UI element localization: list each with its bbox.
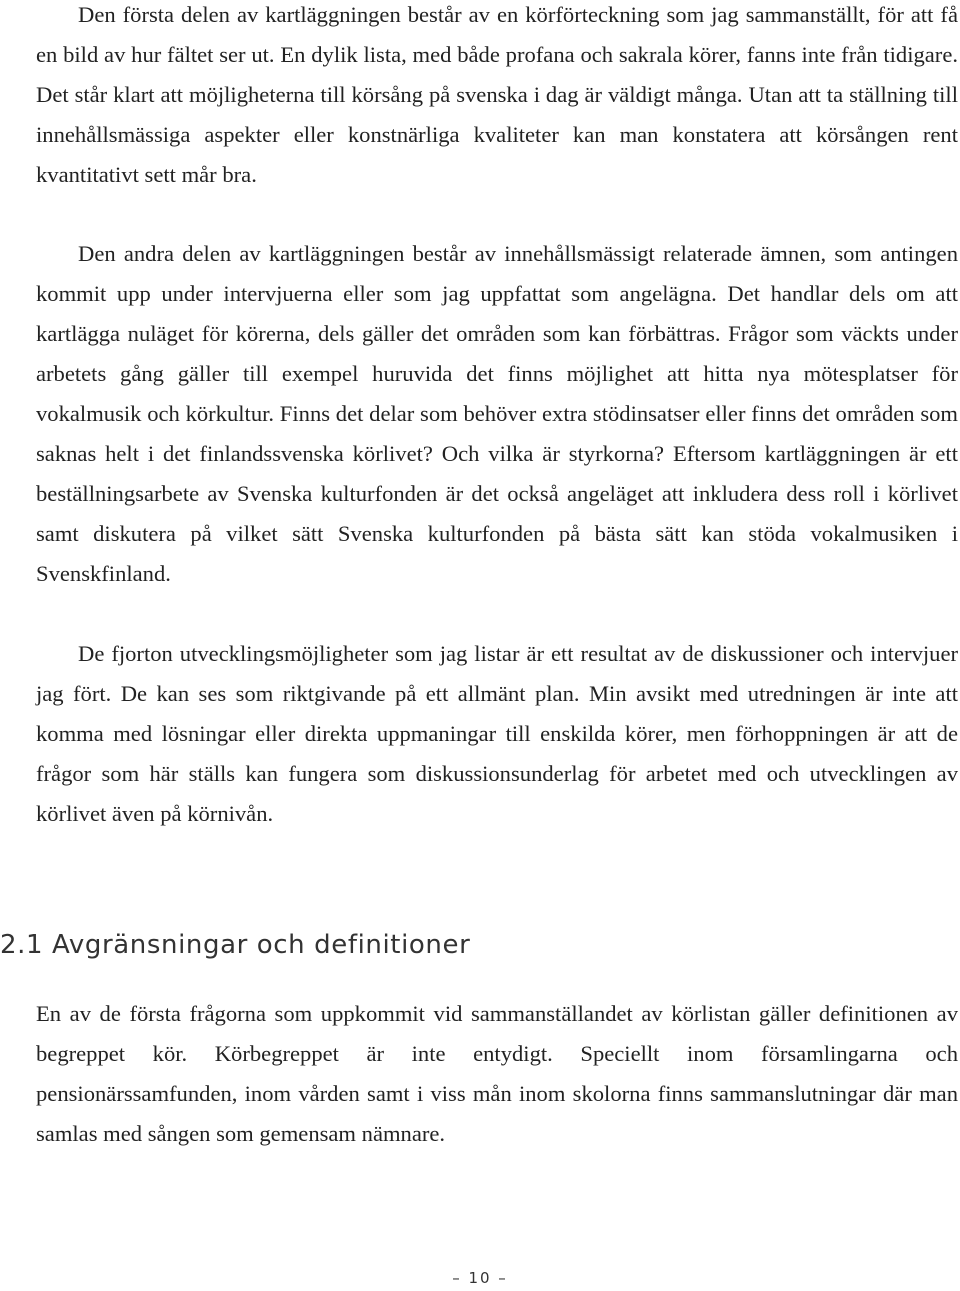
paragraph-intro-chorus-list: Den första delen av kartläggningen består av en körförteckning som jag sammanställt, för att få en bild av hur fältet ser ut. En dylik lista, med både profana och sakrala körer, fanns inte från tidigare. Det står klart att möjligheterna till körsång på svenska i dag är väldigt många. Utan att ta ställning till innehållsmässiga aspekter eller konstnärliga kvaliteter kan man konstatera att körsången rent kvantitativt sett mår bra. (36, 2, 958, 187)
paragraph-definitions: En av de första frågorna som uppkommit vid sammanställandet av körlistan gäller definitionen av begreppet kör. Körbegreppet är inte entydigt. Speciellt inom församlingarna och pensionärssamfunden, inom vården samt i viss mån inom skolorna finns sammanslutningar där man samlas med sången som gemensam nämnare. (36, 1001, 958, 1146)
paragraph-development-opportunities: De fjorton utvecklingsmöjligheter som jag listar är ett resultat av de diskussioner och intervjuer jag fört. De kan ses som riktgivande på ett allmänt plan. Min avsikt med utredningen är inte att komma med lösningar eller direkta uppmaningar till enskilda körer, men förhoppningen är att de frågor som här ställs kan fungera som diskussionsunderlag för arbetet med och utvecklingen av körlivet även på körnivån. (36, 641, 958, 826)
paragraph-content-topics: Den andra delen av kartläggningen består av innehållsmässigt relaterade ämnen, som antingen kommit upp under intervjuerna eller som jag uppfattat som angelägna. Det handlar dels om att kartlägga nuläget för körerna, dels gäller det områden som kan förbättras. Frågor som väckts under arbetets gång gäller till exempel huruvida det finns möjlighet att hitta nya mötesplatser för vokalmusik och körkultur. Finns det delar som behöver extra stödinsatser eller finns det områden som saknas helt i det finlandssvenska körlivet? Och vilka är styrkorna? Eftersom kartläggningen är ett beställningsarbete av Svenska kulturfonden är det också angeläget att inkludera dess roll i körlivet samt diskutera på vilket sätt Svenska kulturfonden på bästa sätt kan stöda vokalmusiken i Svenskfinland. (36, 241, 958, 586)
page-number: – 10 – (452, 1269, 508, 1287)
section-heading: 2.1 Avgränsningar och definitioner (0, 930, 471, 960)
